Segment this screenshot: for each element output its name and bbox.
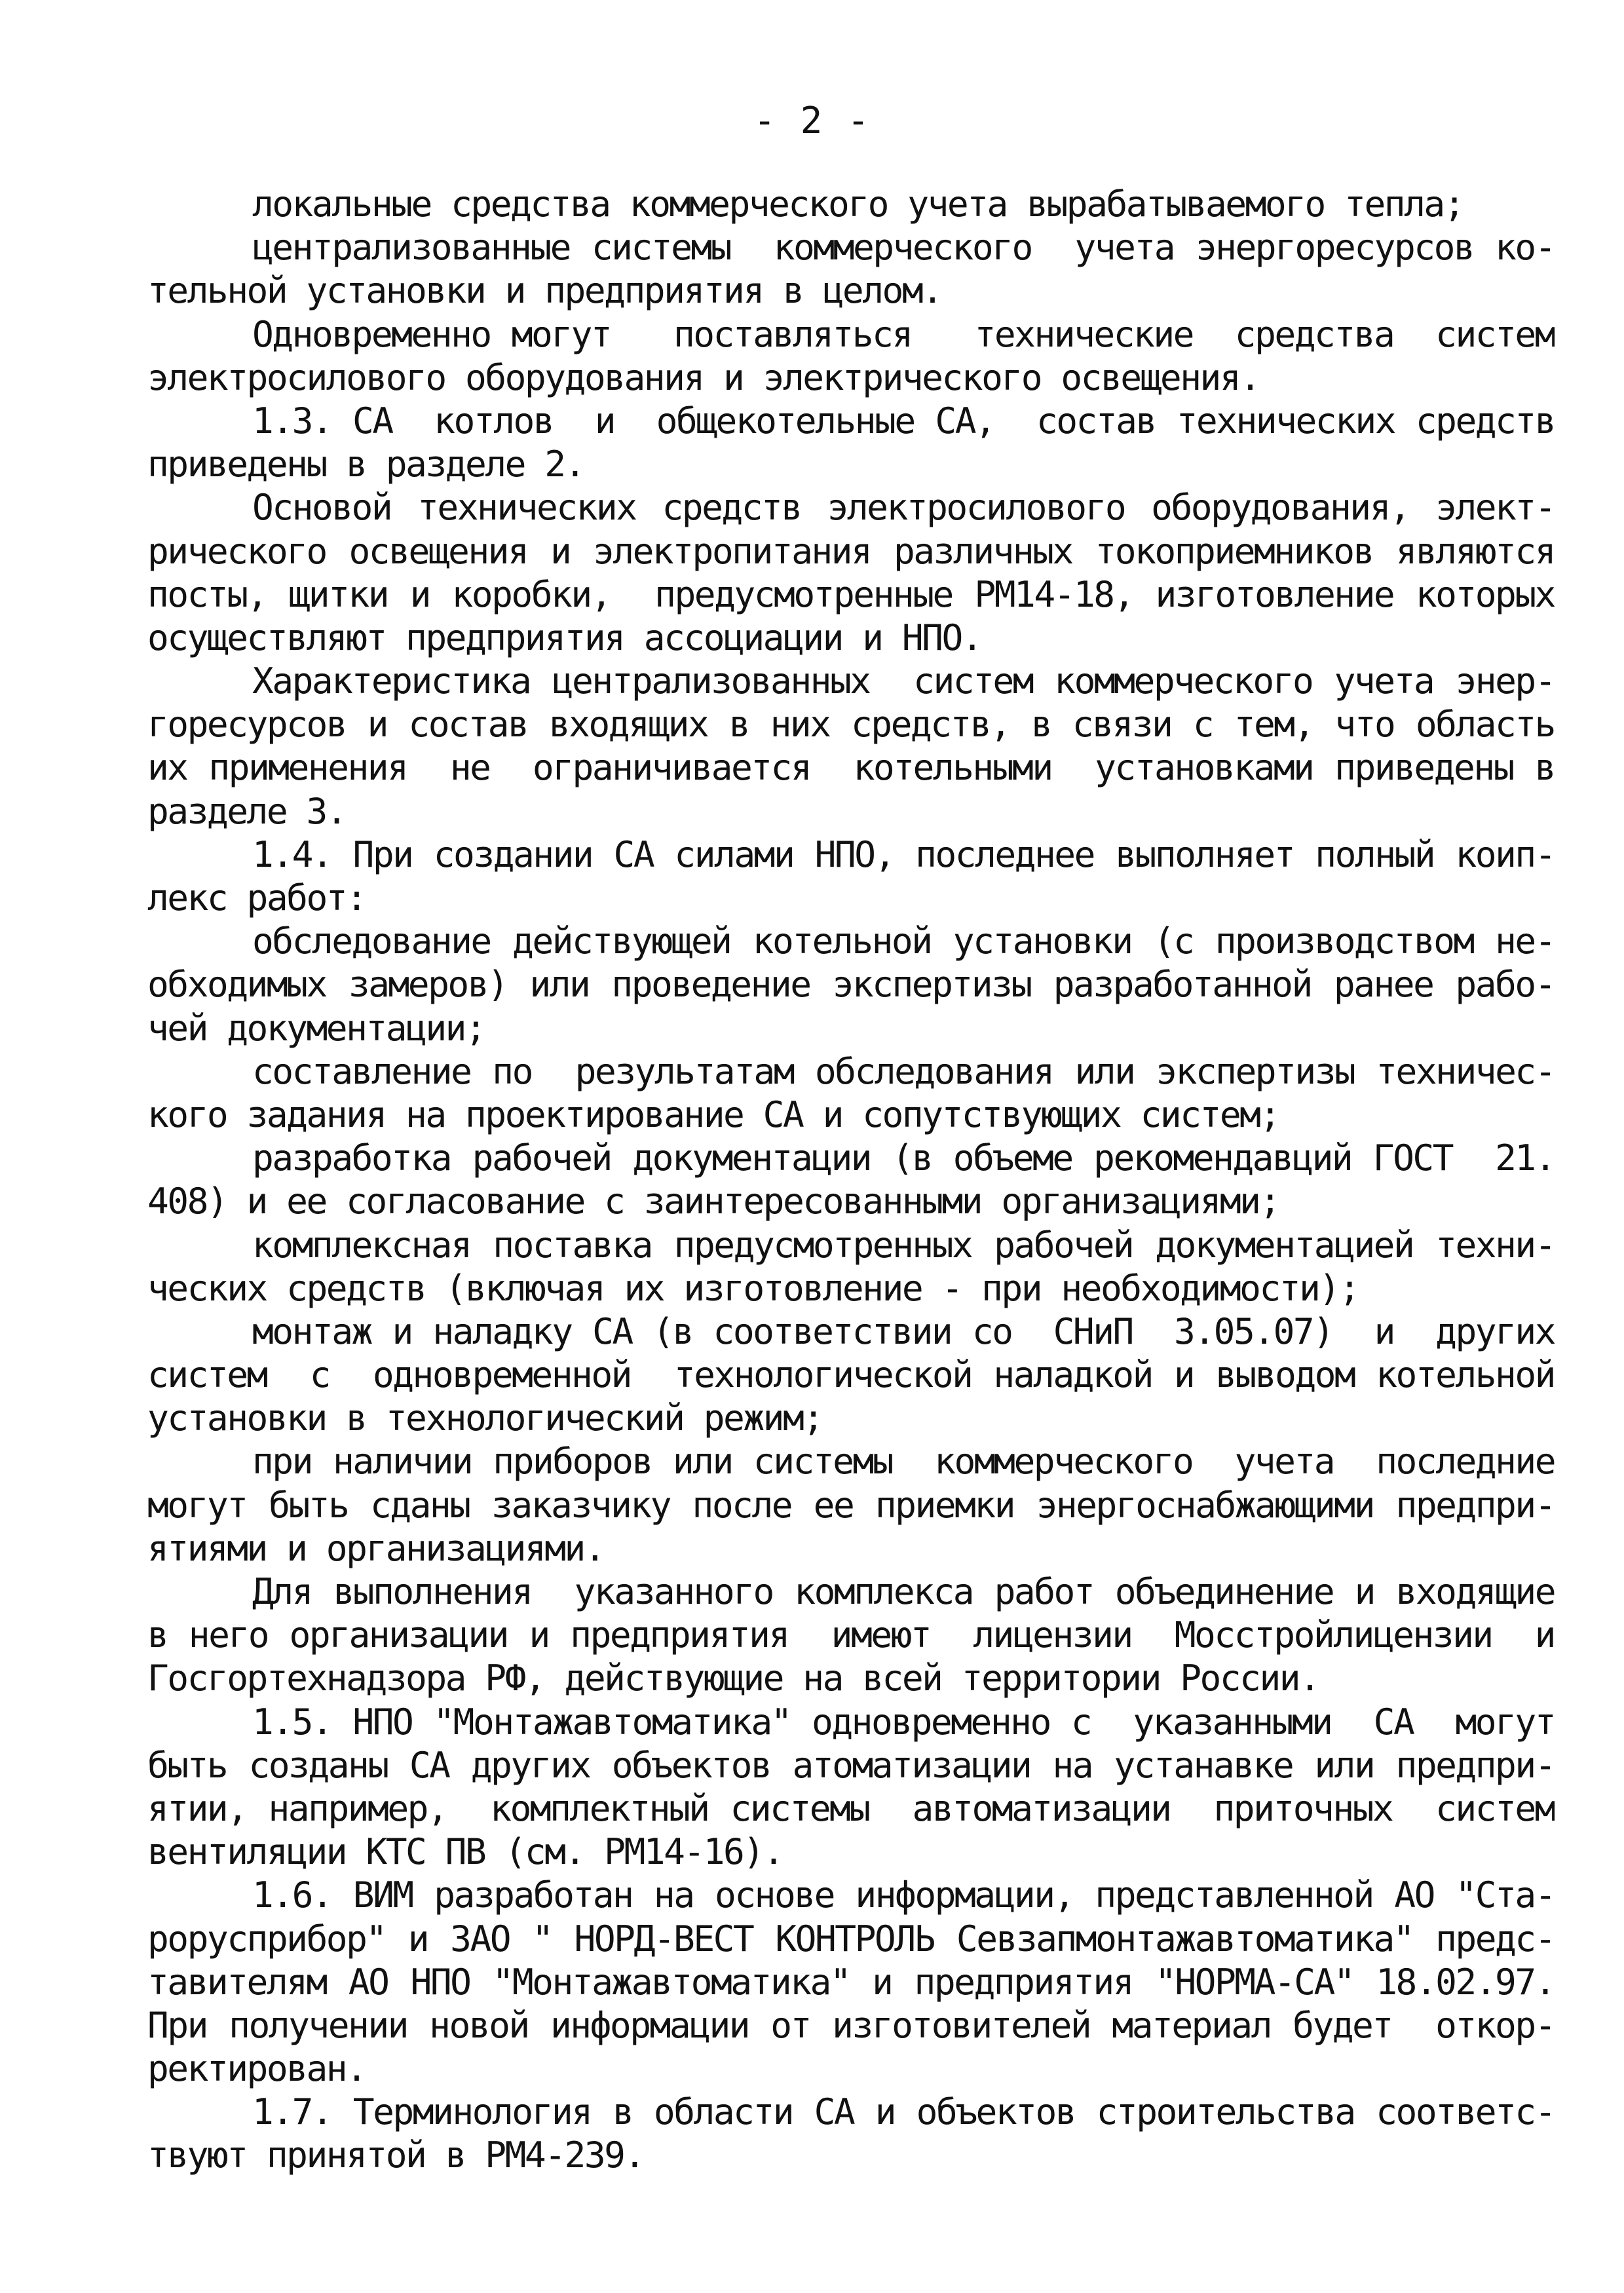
text-line: установки в технологический режим;	[147, 1397, 823, 1439]
text-line: горесурсов и состав входящих в них средств, в связи с тем, что область	[147, 703, 1555, 746]
text-line: твуют принятой в РМ4-239.	[147, 2134, 644, 2176]
text-line: 1.3. СА котлов и общекотельные СА, состав технических средств	[252, 399, 1555, 442]
text-line: лекс работ:	[147, 877, 366, 919]
text-line: рического освещения и электропитания различных токоприемников являются	[147, 529, 1555, 572]
text-line: Основой технических средств электросилового оборудования, элект-	[252, 486, 1555, 529]
text-line: быть созданы СА других объектов атоматизации на устанавке или предпри-	[147, 1743, 1555, 1786]
text-line: Характеристика централизованных систем коммерческого учета энер-	[252, 660, 1555, 702]
text-line: 1.4. При создании СА силами НПО, последнее выполняет полный коип-	[252, 833, 1555, 875]
text-line: тельной установки и предприятия в целом.	[147, 269, 942, 312]
text-line: ректирован.	[147, 2047, 366, 2090]
text-line: комплексная поставка предусмотренных рабочей документацией техни-	[252, 1223, 1555, 1266]
text-line: осуществляют предприятия ассоциации и НПО.	[147, 616, 982, 658]
text-line: электросилового оборудования и электрического освещения.	[147, 356, 1260, 398]
text-line: Для выполнения указанного комплекса работ объединение и входящие	[252, 1570, 1555, 1612]
text-line: кого задания на проектирование СА и сопутствующих систем;	[147, 1093, 1279, 1135]
text-line: при наличии приборов или системы коммерческого учета последние	[252, 1440, 1555, 1483]
text-line: вентиляции КТС ПВ (см. РМ14-16).	[147, 1830, 783, 1873]
text-line: 1.7. Терминология в области СА и объектов строительства соответс-	[252, 2091, 1555, 2133]
text-line: Одновременно могут поставляться технические средства систем	[252, 313, 1555, 355]
text-line: рорусприбор" и ЗАО " НОРД-ВЕСТ КОНТРОЛЬ Севзапмонтажавтоматика" предс-	[147, 1917, 1555, 1960]
text-line: приведены в разделе 2.	[147, 443, 584, 485]
text-line: 408) и ее согласование с заинтересованными организациями;	[147, 1180, 1279, 1222]
text-line: разработка рабочей документации (в объеме рекомендавций ГОСТ 21.	[252, 1137, 1555, 1179]
text-line: в него организации и предприятия имеют лицензии Мосстройлицензии и	[147, 1614, 1555, 1656]
text-line: обследование действующей котельной установки (с производством не-	[252, 920, 1555, 962]
text-line: составление по результатам обследования или экспертизы техничес-	[252, 1050, 1555, 1092]
text-line: обходимых замеров) или проведение экспертизы разработанной ранее рабо-	[147, 963, 1555, 1006]
text-line: ятии, например, комплектный системы автоматизации приточных систем	[147, 1787, 1555, 1829]
text-line: разделе 3.	[147, 789, 347, 832]
text-line: 1.6. ВИМ разработан на основе информации, представленной АО "Ста-	[252, 1874, 1555, 1916]
text-line: тавителям АО НПО "Монтажавтоматика" и предприятия "НОРМА-СА" 18.02.97.	[147, 1960, 1555, 2003]
text-line: чей документации;	[147, 1006, 485, 1049]
text-line: Госгортехнадзора РФ, действующие на всей территории России.	[147, 1657, 1319, 1699]
text-line: При получении новой информации от изготовителей материал будет откор-	[147, 2003, 1555, 2046]
body-text	[147, 182, 1555, 2177]
text-line: могут быть сданы заказчику после ее приемки энергоснабжающими предпри-	[147, 1483, 1555, 1526]
text-line: систем с одновременной технологической наладкой и выводом котельной	[147, 1354, 1555, 1396]
text-line: 1.5. НПО "Монтажавтоматика" одновременно с указанными СА могут	[252, 1700, 1555, 1743]
text-line: посты, щитки и коробки, предусмотренные РМ14-18, изготовление которых	[147, 573, 1555, 615]
text-line: ятиями и организациями.	[147, 1526, 605, 1569]
text-line: их применения не ограничивается котельными установками приведены в	[147, 746, 1555, 789]
text-line: локальные средства коммерческого учета вырабатываемого тепла;	[252, 183, 1464, 225]
text-line: ческих средств (включая их изготовление - при необходимости);	[147, 1266, 1359, 1309]
text-line: централизованные системы коммерческого учета энергоресурсов ко-	[252, 226, 1555, 269]
page-number: - 2 -	[753, 100, 871, 142]
text-line: монтаж и наладку СА (в соответствии со СНиП 3.05.07) и других	[252, 1310, 1555, 1352]
